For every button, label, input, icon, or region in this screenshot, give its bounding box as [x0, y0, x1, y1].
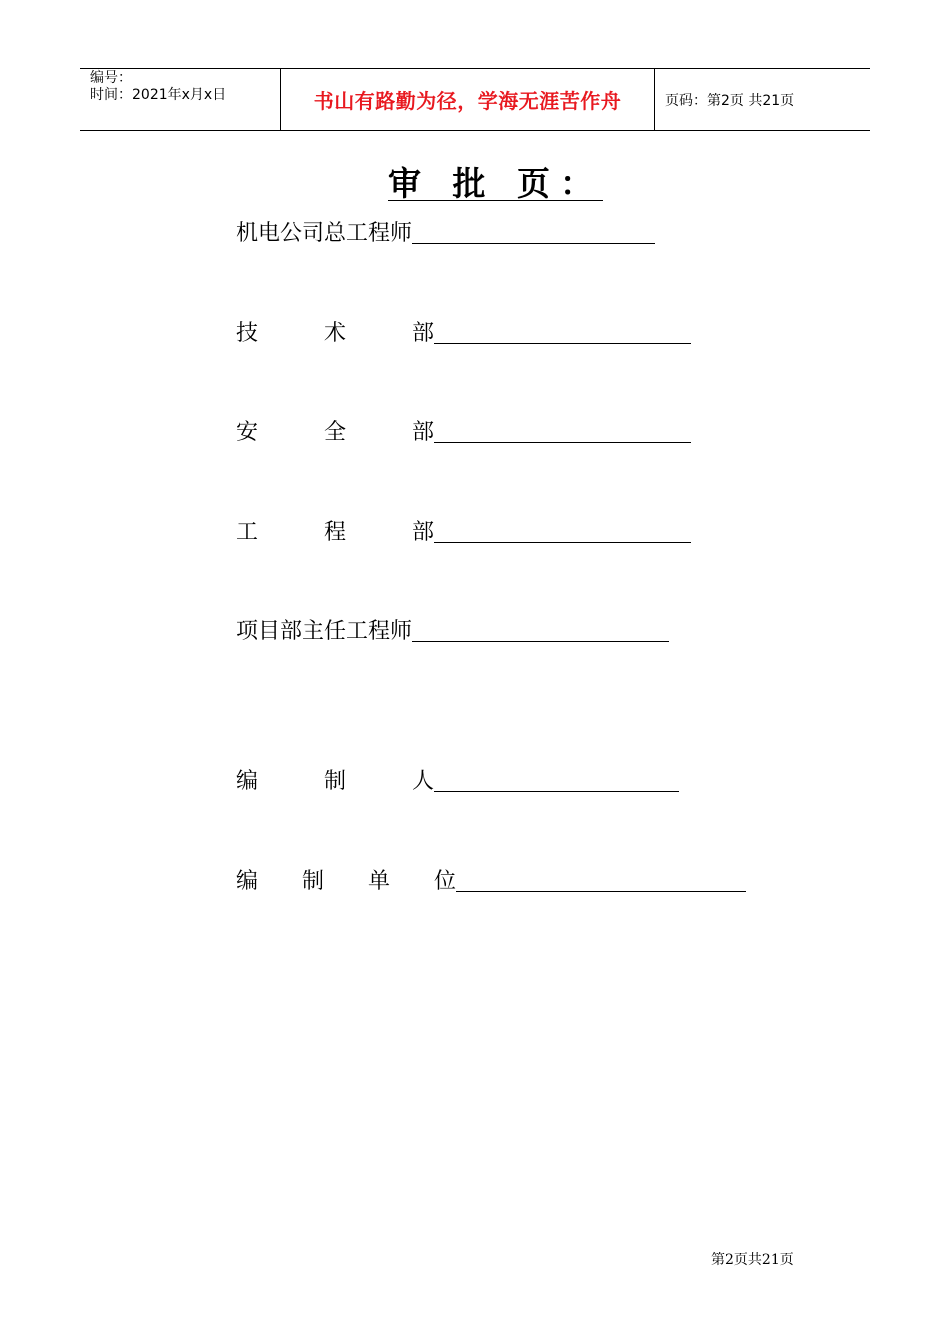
- signature-row-engineering-dept: [236, 515, 691, 546]
- signature-row-compiler: [236, 764, 679, 795]
- document-time-label: 时间：2021年x月x日: [90, 87, 227, 103]
- signature-label: 工 程 部: [236, 520, 435, 545]
- signature-line[interactable]: [434, 540, 691, 543]
- page-header: [80, 68, 870, 131]
- header-page-number: 页码：第2页 共21页: [665, 92, 795, 109]
- signature-label: 项目部主任工程师: [236, 619, 413, 644]
- signature-line[interactable]: [434, 440, 691, 443]
- signature-label: 编 制 人: [236, 769, 435, 794]
- signature-row-compiling-unit: [236, 864, 746, 895]
- header-motto: 书山有路勤为径，学海无涯苦作舟: [313, 89, 622, 113]
- signature-label: 技 术 部: [236, 321, 435, 346]
- page-footer-number: 第2页共21页: [711, 1252, 794, 1268]
- signature-label: 机电公司总工程师: [236, 221, 413, 246]
- signature-line[interactable]: [456, 889, 746, 892]
- signature-row-project-chief-engineer: [236, 614, 669, 645]
- document-number-label: 编号：: [90, 70, 132, 86]
- signature-line[interactable]: [412, 241, 655, 244]
- header-page-cell: [655, 69, 870, 130]
- signature-line[interactable]: [434, 789, 679, 792]
- signature-label: 编 制 单 位: [236, 869, 457, 894]
- signature-line[interactable]: [434, 341, 691, 344]
- signature-row-technical-dept: [236, 316, 691, 347]
- header-motto-cell: [281, 69, 655, 130]
- signature-line[interactable]: [412, 639, 669, 642]
- signature-row-safety-dept: [236, 415, 691, 446]
- signature-label: 安 全 部: [236, 420, 435, 445]
- signature-row-chief-engineer: [236, 216, 655, 247]
- page-title: 审 批 页：: [388, 164, 603, 203]
- header-meta: [80, 69, 281, 130]
